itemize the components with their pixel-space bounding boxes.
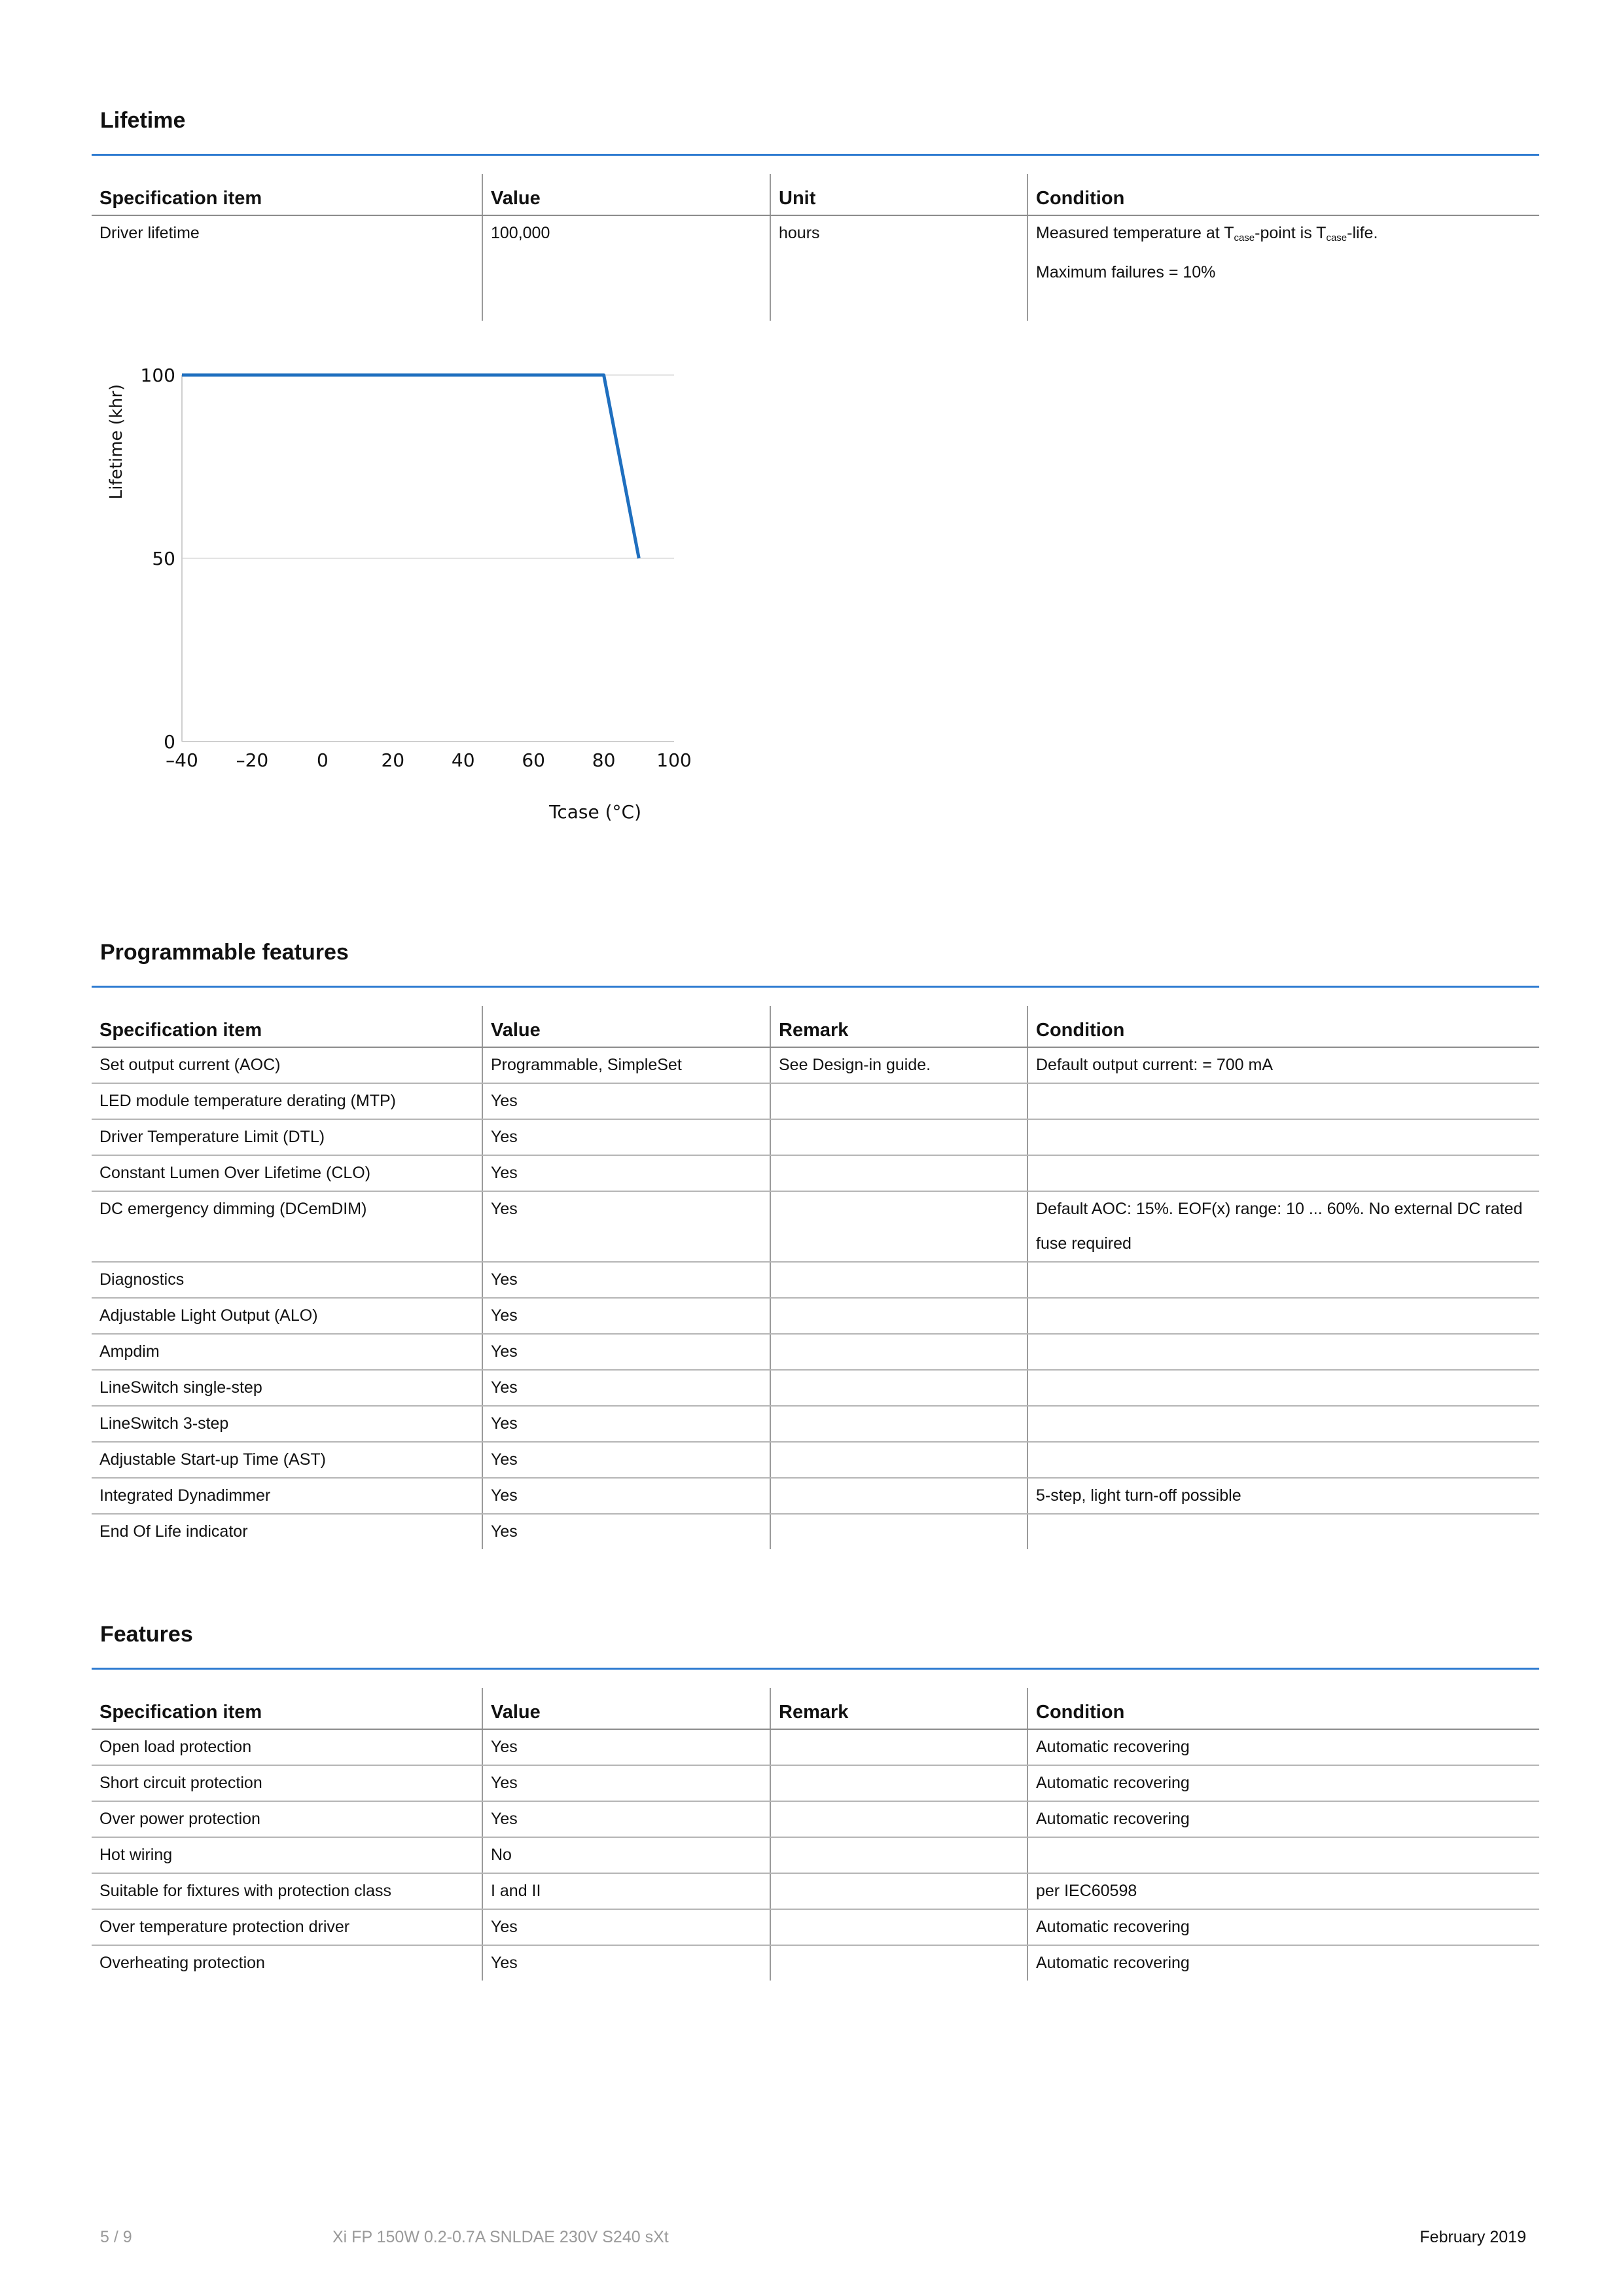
cell-value: Yes [482,1442,770,1478]
cell-value: Yes [482,1191,770,1262]
programmable-table [92,1006,1539,1549]
cell-item: Suitable for fixtures with protection class [92,1873,482,1909]
header-remark: Remark [770,1688,1027,1729]
chart-series [182,375,639,558]
table-row [92,1801,1539,1837]
header-remark: Remark [770,1006,1027,1047]
cell-value: I and II [482,1873,770,1909]
cell-item: Short circuit protection [92,1765,482,1801]
header-condition: Condition [1027,174,1539,215]
cell-value: Programmable, SimpleSet [482,1047,770,1083]
cell-value: Yes [482,1262,770,1298]
condition-text-b: -point is T [1255,224,1327,242]
chart-x-label: Tcase (°C) [548,801,641,823]
features-divider [92,1668,1539,1670]
cell-remark [770,1729,1027,1765]
cell-remark [770,1478,1027,1514]
cell-condition [1027,1262,1539,1298]
cell-item: Over temperature protection driver [92,1909,482,1945]
cell-remark [770,1514,1027,1549]
programmable-divider [92,986,1539,988]
cell-item: Driver Temperature Limit (DTL) [92,1119,482,1155]
x-tick-label: –20 [236,749,269,771]
cell-condition [1027,1298,1539,1334]
series-line [182,375,639,558]
cell-unit: hours [770,215,1027,321]
table-row [92,1406,1539,1442]
cell-condition: Default output current: = 700 mA [1027,1047,1539,1083]
cell-condition [1027,1119,1539,1155]
condition-text-c: -life. [1347,224,1378,242]
condition-sub-1: case [1234,232,1255,243]
table-row [92,1262,1539,1298]
header-value: Value [482,174,770,215]
header-spec-item: Specification item [92,1006,482,1047]
table-row [92,1083,1539,1119]
lifetime-table [92,174,1539,321]
cell-condition: Default AOC: 15%. EOF(x) range: 10 ... 60%. No external DC rated fuse required [1027,1191,1539,1262]
x-tick-label: 20 [381,749,405,771]
cell-condition [1027,1334,1539,1370]
table-row [92,1514,1539,1549]
cell-value: Yes [482,1801,770,1837]
cell-item: Open load protection [92,1729,482,1765]
cell-remark [770,1191,1027,1262]
table-row [92,1047,1539,1083]
cell-remark [770,1334,1027,1370]
cell-value: Yes [482,1334,770,1370]
cell-value: Yes [482,1514,770,1549]
table-header-row [92,1688,1539,1729]
features-heading: Features [100,1622,193,1647]
cell-condition: per IEC60598 [1027,1873,1539,1909]
x-tick-label: –40 [166,749,198,771]
cell-item: Hot wiring [92,1837,482,1873]
cell-condition [1027,1837,1539,1873]
cell-item: Diagnostics [92,1262,482,1298]
table-row [92,1119,1539,1155]
condition-sub-2: case [1326,232,1347,243]
x-tick-label: 0 [316,749,329,771]
page-number: 5 / 9 [100,2228,132,2246]
table-row [92,215,1539,321]
table-row [92,1909,1539,1945]
cell-remark [770,1801,1027,1837]
header-spec-item: Specification item [92,1688,482,1729]
table-row [92,1945,1539,1981]
cell-value: Yes [482,1155,770,1191]
cell-value: Yes [482,1298,770,1334]
table-row [92,1191,1539,1262]
programmable-heading: Programmable features [100,940,349,965]
cell-condition: Automatic recovering [1027,1765,1539,1801]
header-condition: Condition [1027,1688,1539,1729]
document-date: February 2019 [1419,2228,1526,2246]
cell-condition [1027,1083,1539,1119]
header-unit: Unit [770,174,1027,215]
condition-line-2: Maximum failures = 10% [1036,263,1216,281]
y-tick-label: 100 [140,365,175,386]
cell-value: 100,000 [482,215,770,321]
header-value: Value [482,1688,770,1729]
x-tick-label: 100 [656,749,692,771]
cell-item: Over power protection [92,1801,482,1837]
product-name: Xi FP 150W 0.2-0.7A SNLDAE 230V S240 sXt [332,2228,669,2246]
cell-item: Constant Lumen Over Lifetime (CLO) [92,1155,482,1191]
cell-value: Yes [482,1909,770,1945]
cell-item: Overheating protection [99,1954,265,1972]
table-row [92,1298,1539,1334]
cell-remark [770,1155,1027,1191]
cell-condition: Automatic recovering [1027,1729,1539,1765]
table-header-row [92,1006,1539,1047]
chart-x-ticks [166,749,692,771]
table-row [92,1729,1539,1765]
cell-item: LineSwitch 3-step [92,1406,482,1442]
header-condition: Condition [1027,1006,1539,1047]
table-header-row [92,174,1539,215]
condition-text-a: Measured temperature at T [1036,224,1234,242]
cell-value: No [482,1837,770,1873]
cell-item: End Of Life indicator [99,1522,248,1541]
cell-value: Yes [482,1370,770,1406]
cell-condition: Automatic recovering [1027,1909,1539,1945]
cell-remark [770,1298,1027,1334]
cell-value: Yes [482,1945,770,1981]
cell-condition: Automatic recovering [1027,1801,1539,1837]
cell-value: Yes [482,1478,770,1514]
table-row [92,1765,1539,1801]
x-tick-label: 80 [592,749,616,771]
cell-remark [770,1837,1027,1873]
cell-item: Integrated Dynadimmer [92,1478,482,1514]
cell-item: Driver lifetime [99,224,200,242]
x-tick-label: 40 [451,749,475,771]
cell-condition [1027,1514,1539,1549]
cell-remark [770,1873,1027,1909]
chart-y-label: Lifetime (khr) [107,384,126,500]
cell-item: DC emergency dimming (DCemDIM) [92,1191,482,1262]
cell-condition: 5-step, light turn-off possible [1027,1478,1539,1514]
cell-condition [1027,215,1539,321]
cell-item: Adjustable Start-up Time (AST) [92,1442,482,1478]
cell-condition [1027,1370,1539,1406]
table-row [92,1370,1539,1406]
chart-y-ticks [141,365,175,753]
table-row [92,1873,1539,1909]
table-row [92,1837,1539,1873]
cell-remark [770,1406,1027,1442]
cell-value: Yes [482,1729,770,1765]
lifetime-heading: Lifetime [100,108,186,133]
table-row [92,1334,1539,1370]
cell-remark [770,1442,1027,1478]
cell-remark [770,1370,1027,1406]
cell-value: Yes [482,1119,770,1155]
features-table [92,1688,1539,1981]
cell-item: Ampdim [92,1334,482,1370]
cell-item: LineSwitch single-step [92,1370,482,1406]
cell-remark: See Design-in guide. [770,1047,1027,1083]
cell-condition: Automatic recovering [1027,1945,1539,1981]
table-row [92,1155,1539,1191]
cell-remark [770,1909,1027,1945]
cell-remark [770,1262,1027,1298]
y-tick-label: 50 [152,548,175,569]
cell-condition [1027,1406,1539,1442]
cell-item: Set output current (AOC) [92,1047,482,1083]
y-tick-label: 0 [164,731,175,753]
cell-value: Yes [482,1083,770,1119]
cell-remark [770,1945,1027,1981]
cell-condition [1027,1442,1539,1478]
header-spec-item: Specification item [92,174,482,215]
cell-condition [1027,1155,1539,1191]
lifetime-divider [92,154,1539,156]
cell-value: Yes [482,1406,770,1442]
cell-remark [770,1765,1027,1801]
x-tick-label: 60 [522,749,545,771]
cell-item: LED module temperature derating (MTP) [92,1083,482,1119]
header-value: Value [482,1006,770,1047]
table-row [92,1478,1539,1514]
lifetime-chart [98,353,720,838]
cell-remark [770,1119,1027,1155]
table-row [92,1442,1539,1478]
cell-item: Adjustable Light Output (ALO) [92,1298,482,1334]
cell-value: Yes [482,1765,770,1801]
chart-grid [182,375,674,558]
cell-remark [770,1083,1027,1119]
